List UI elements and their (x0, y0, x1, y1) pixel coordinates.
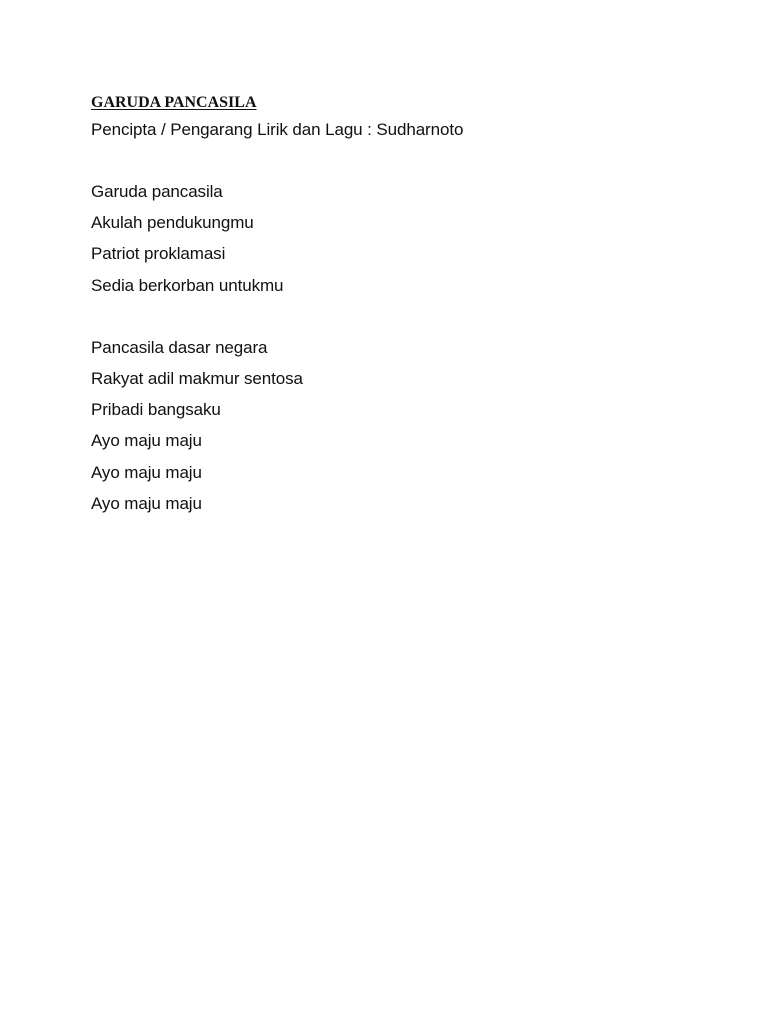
song-title: GARUDA PANCASILA (91, 94, 257, 111)
author-line: Pencipta / Pengarang Lirik dan Lagu : Sudharnoto (91, 120, 464, 139)
lyric-line: Garuda pancasila (91, 182, 223, 201)
lyric-line: Ayo maju maju (91, 431, 202, 451)
lyric-line: Akulah pendukungmu (91, 213, 254, 233)
stanza-2 (91, 332, 731, 519)
stanza-1 (91, 176, 731, 301)
lyric-line: Sedia berkorban untukmu (91, 275, 284, 295)
lyric-line: Pribadi bangsaku (91, 400, 221, 420)
lyric-line: Patriot proklamasi (91, 244, 226, 264)
lyric-line: Ayo maju maju (91, 493, 202, 513)
lyric-line: Ayo maju maju (91, 462, 202, 482)
lyrics-content (91, 93, 731, 519)
lyric-line: Pancasila dasar negara (91, 337, 268, 357)
lyric-line: Rakyat adil makmur sentosa (91, 369, 303, 389)
